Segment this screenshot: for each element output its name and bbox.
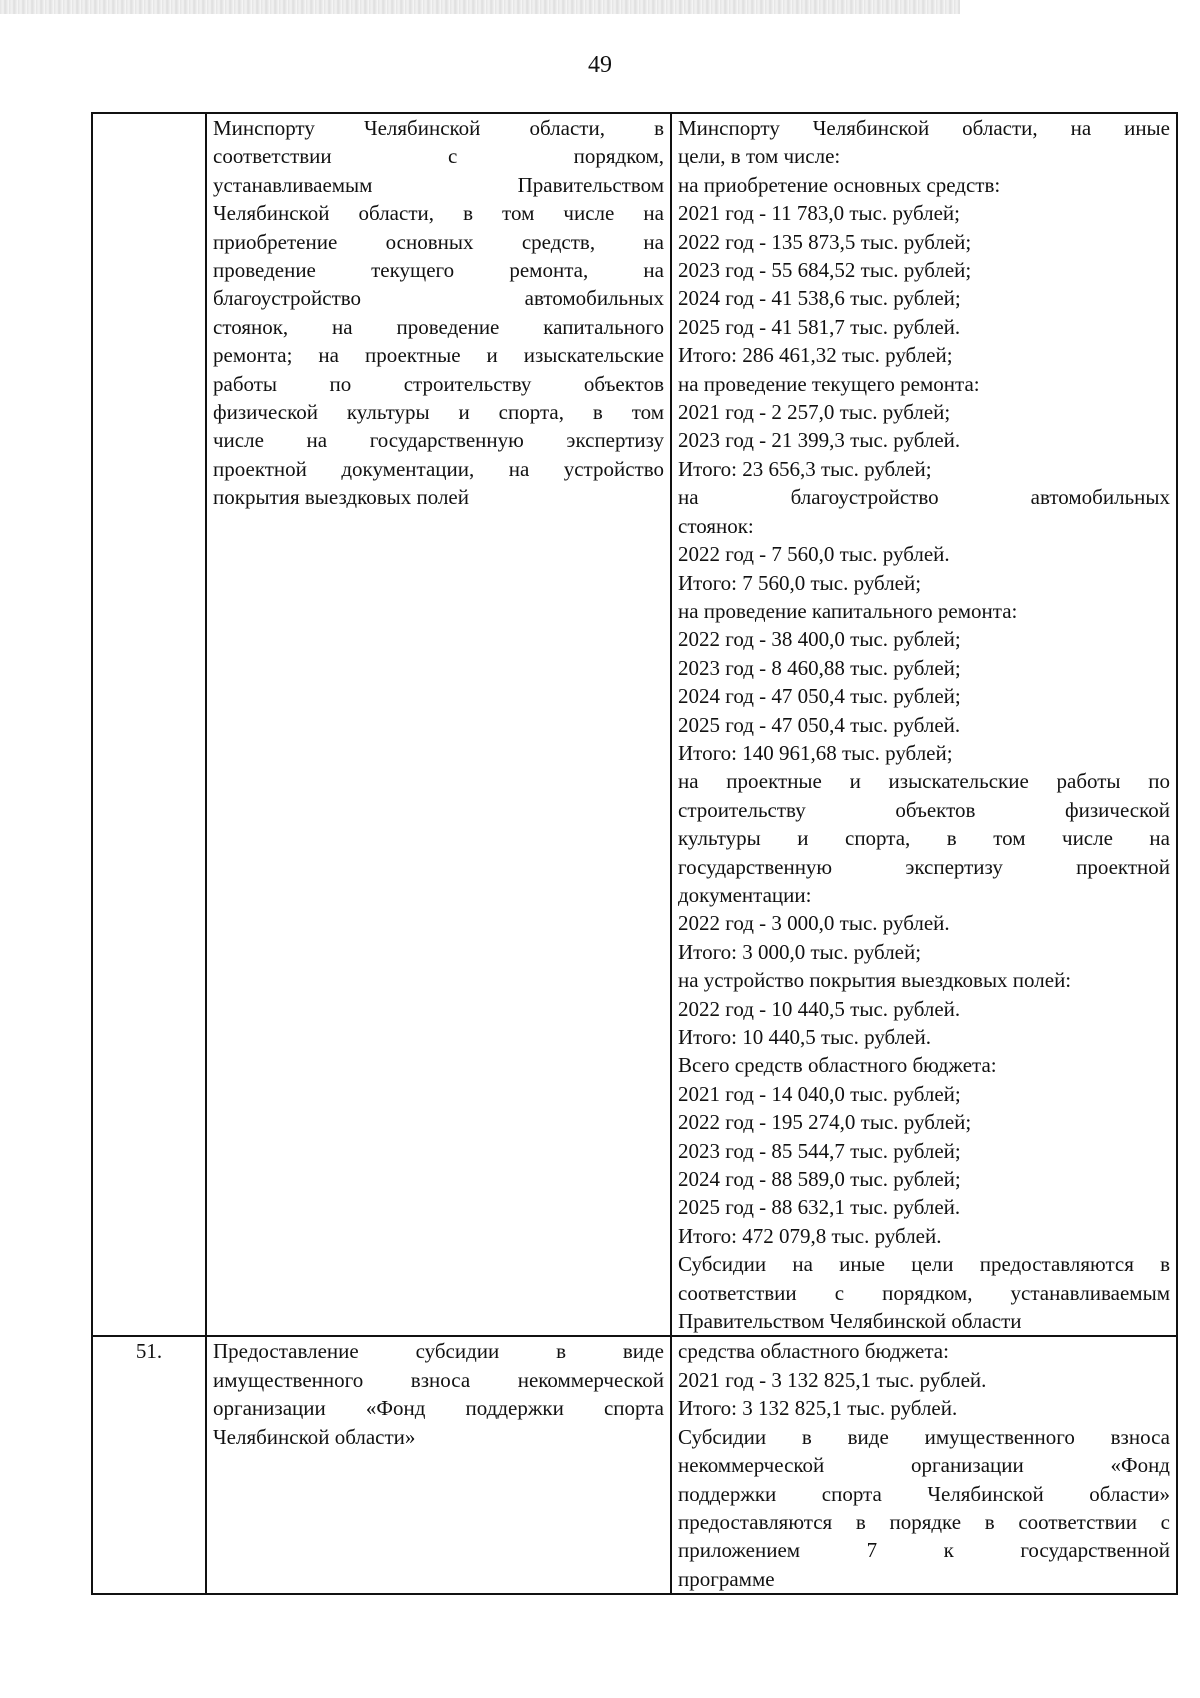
text-line: 2025 год - 88 632,1 тыс. рублей.	[678, 1195, 961, 1220]
text-line: 2023 год - 55 684,52 тыс. рублей;	[678, 258, 972, 283]
text-line: 2025 год - 47 050,4 тыс. рублей.	[678, 712, 961, 737]
text-line: 2021 год - 2 257,0 тыс. рублей;	[678, 400, 951, 425]
text-line: работы по строительству объектов	[213, 371, 664, 396]
text-line: на проектные и изыскательские работы по	[678, 769, 1170, 794]
text-line: Итого: 472 079,8 тыс. рублей.	[678, 1223, 942, 1248]
text-line: на проведение текущего ремонта:	[678, 371, 980, 396]
text-line: 2021 год - 3 132 825,1 тыс. рублей.	[678, 1367, 987, 1392]
text-line: 2024 год - 41 538,6 тыс. рублей;	[678, 286, 961, 311]
text-line: строительству объектов физической	[678, 797, 1170, 822]
text-line: Субсидии на иные цели предоставляются в	[678, 1252, 1170, 1277]
text-line: 2022 год - 7 560,0 тыс. рублей.	[678, 542, 950, 567]
text-line: поддержки спорта Челябинской области»	[678, 1481, 1170, 1506]
text-line: проектной документации, на устройство	[213, 456, 664, 481]
text-line: Челябинской области»	[213, 1424, 416, 1449]
text-line: на благоустройство автомобильных	[678, 485, 1170, 510]
text-line: Итого: 3 000,0 тыс. рублей;	[678, 939, 922, 964]
text-line: благоустройство автомобильных	[213, 286, 664, 311]
text-line: документации:	[678, 882, 812, 907]
text-line: 2024 год - 47 050,4 тыс. рублей;	[678, 684, 961, 709]
page-number: 49	[588, 52, 612, 78]
text-line: на приобретение основных средств:	[678, 172, 1001, 197]
text-line: организации «Фонд поддержки спорта	[213, 1396, 664, 1421]
text-line: Субсидии в виде имущественного взноса	[678, 1424, 1170, 1449]
text-line: 2023 год - 8 460,88 тыс. рублей;	[678, 655, 961, 680]
activity-name-cell	[206, 1336, 671, 1594]
text-line: стоянок, на проведение капитального	[213, 314, 664, 339]
text-line: государственную экспертизу проектной	[678, 854, 1170, 879]
table-row	[92, 1336, 1177, 1594]
text-line: приобретение основных средств, на	[213, 229, 664, 254]
text-line: ремонта; на проектные и изыскательские	[213, 343, 664, 368]
text-line: на устройство покрытия выездковых полей:	[678, 968, 1072, 993]
activity-name-cell	[206, 113, 671, 1336]
text-line: Минспорту Челябинской области, на иные	[678, 116, 1170, 140]
text-line: 2021 год - 11 783,0 тыс. рублей;	[678, 201, 960, 226]
text-line: Минспорту Челябинской области, в	[213, 116, 664, 140]
text-line: 2021 год - 14 040,0 тыс. рублей;	[678, 1081, 961, 1106]
row-number-cell: 51.	[92, 1336, 206, 1594]
text-line: некоммерческой организации «Фонд	[678, 1453, 1170, 1478]
text-line: стоянок:	[678, 513, 754, 538]
funding-text	[678, 114, 1170, 1335]
text-line: Итого: 10 440,5 тыс. рублей.	[678, 1025, 931, 1049]
text-line: Итого: 286 461,32 тыс. рублей;	[678, 343, 953, 368]
text-line: 2022 год - 195 274,0 тыс. рублей;	[678, 1110, 972, 1135]
text-line: на проведение капитального ремонта:	[678, 598, 1018, 623]
activity-name-text	[213, 114, 664, 512]
text-line: средства областного бюджета:	[678, 1339, 949, 1364]
text-line: культуры и спорта, в том числе на	[678, 826, 1170, 851]
funding-text	[678, 1337, 1170, 1593]
text-line: Всего средств областного бюджета:	[678, 1053, 997, 1078]
text-line: 2024 год - 88 589,0 тыс. рублей;	[678, 1167, 961, 1192]
text-line: приложением 7 к государственной	[678, 1538, 1170, 1563]
text-line: предоставляются в порядке в соответствии с	[678, 1509, 1170, 1534]
text-line: 2022 год - 135 873,5 тыс. рублей;	[678, 229, 972, 254]
text-line: Итого: 23 656,3 тыс. рублей;	[678, 456, 932, 481]
text-line: 2022 год - 3 000,0 тыс. рублей.	[678, 911, 950, 936]
table-row	[92, 113, 1177, 1336]
text-line: 2022 год - 38 400,0 тыс. рублей;	[678, 627, 961, 652]
program-activities-table	[91, 112, 1178, 1595]
text-line: числе на государственную экспертизу	[213, 428, 664, 453]
text-line: имущественного взноса некоммерческой	[213, 1367, 664, 1392]
row-number-cell	[92, 113, 206, 1336]
text-line: покрытия выездковых полей	[213, 485, 469, 510]
text-line: 2023 год - 85 544,7 тыс. рублей;	[678, 1138, 961, 1163]
funding-cell	[671, 1336, 1177, 1594]
text-line: 2022 год - 10 440,5 тыс. рублей.	[678, 996, 961, 1021]
text-line: Предоставление субсидии в виде	[213, 1339, 664, 1364]
text-line: проведение текущего ремонта, на	[213, 258, 664, 283]
text-line: программе	[678, 1566, 775, 1591]
scan-edge-artifact	[0, 0, 960, 14]
text-line: цели, в том числе:	[678, 144, 841, 169]
text-line: Итого: 7 560,0 тыс. рублей;	[678, 570, 922, 595]
text-line: устанавливаемым Правительством	[213, 172, 664, 197]
text-line: 2025 год - 41 581,7 тыс. рублей.	[678, 314, 961, 339]
text-line: соответствии с порядком,	[213, 144, 664, 169]
text-line: Итого: 3 132 825,1 тыс. рублей.	[678, 1396, 958, 1421]
text-line: физической культуры и спорта, в том	[213, 400, 664, 425]
funding-cell	[671, 113, 1177, 1336]
text-line: Правительством Челябинской области	[678, 1309, 1022, 1334]
text-line: соответствии с порядком, устанавливаемым	[678, 1280, 1170, 1305]
text-line: Челябинской области, в том числе на	[213, 201, 664, 226]
activity-name-text	[213, 1337, 664, 1451]
text-line: 2023 год - 21 399,3 тыс. рублей.	[678, 428, 961, 453]
text-line: Итого: 140 961,68 тыс. рублей;	[678, 740, 953, 765]
